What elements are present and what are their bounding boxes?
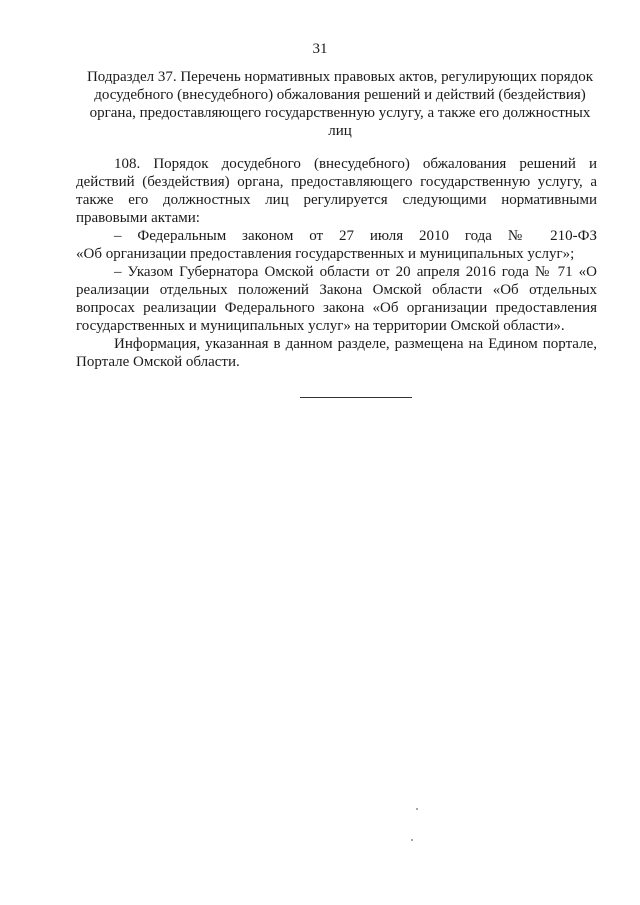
scan-speck bbox=[411, 839, 413, 841]
body-text bbox=[76, 155, 597, 371]
federal-law-item: – Федеральным законом от 27 июля 2010 года № 210-ФЗ bbox=[114, 228, 597, 244]
end-divider-line bbox=[300, 397, 412, 398]
information-paragraph: Информация, указанная в данном разделе, размещена на Едином портале, Портале Омской области. bbox=[76, 336, 597, 370]
scan-speck bbox=[416, 808, 418, 810]
paragraph-108: 108. Порядок досудебного (внесудебного) обжалования решений и действий (бездействия) органа, предоставляющего государственную услугу, а также его должностных лиц регулируется следующими нормативными правовыми актами: bbox=[76, 156, 597, 226]
federal-law-title: «Об организации предоставления государственных и муниципальных услуг»; bbox=[76, 246, 575, 262]
page-number: 31 bbox=[312, 41, 328, 57]
governor-decree-item: – Указом Губернатора Омской области от 20 апреля 2016 года № 71 «О реализации отдельных положений Закона Омской области «Об отдельных вопросах реализации Федерального закона «Об организации предоставления государственных и муниципальных услуг» на территории Омской области». bbox=[76, 264, 597, 334]
subsection-heading: Подраздел 37. Перечень нормативных правовых актов, регулирующих порядок досудебного (внесудебного) обжалования решений и действий (бездействия) органа, предоставляющего государственную услугу, а также его должностных лиц bbox=[86, 69, 594, 139]
